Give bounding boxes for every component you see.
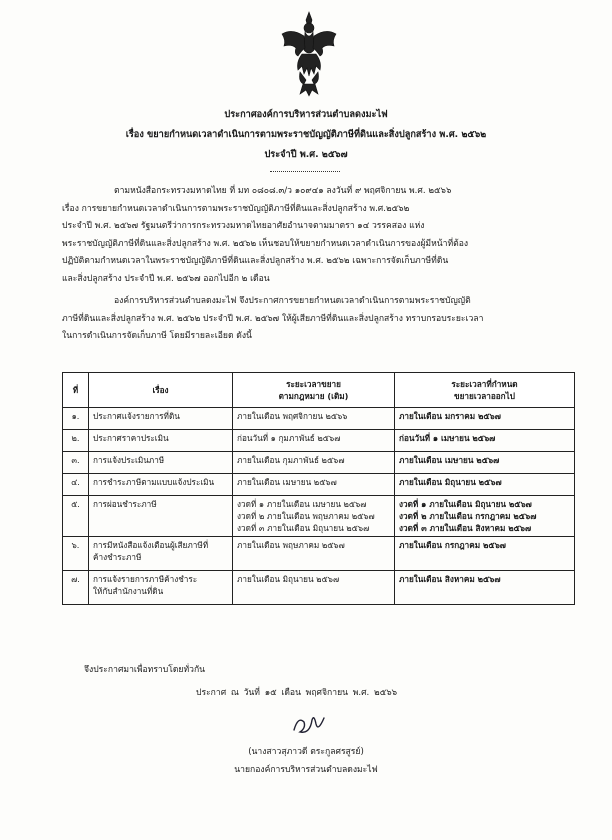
row-extended-period: ภายในเดือน มกราคม ๒๕๖๗ bbox=[395, 408, 575, 430]
header-no: ที่ bbox=[63, 373, 89, 408]
handwritten-signature bbox=[290, 712, 330, 738]
row-number: ๗. bbox=[63, 571, 89, 605]
row-number: ๒. bbox=[63, 430, 89, 452]
table-row bbox=[63, 496, 575, 537]
paragraph-line: ในการดำเนินการจัดเก็บภาษี โดยมีรายละเอียด ดังนี้ bbox=[62, 331, 252, 342]
row-legal-period: ก่อนวันที่ ๑ กุมภาพันธ์ ๒๕๖๗ bbox=[233, 430, 395, 452]
header-extended-period: ระยะเวลาที่กำหนด ขยายเวลาออกไป bbox=[395, 373, 575, 408]
schedule-table bbox=[62, 372, 575, 605]
row-legal-period: ภายในเดือน เมษายน ๒๕๖๗ bbox=[233, 474, 395, 496]
row-legal-period: งวดที่ ๑ ภายในเดือน เมษายน ๒๕๖๗ งวดที่ ๒ ภายในเดือน พฤษภาคม ๒๕๖๗ งวดที่ ๓ ภายในเดือน มิถุนายน ๒๕๖๗ bbox=[233, 496, 395, 537]
signer-title: นายกองค์การบริหารส่วนตำบลดงมะไฟ bbox=[234, 765, 378, 775]
signer-name: (นางสาวสุภาวดี ตระกูลศรสูรย์) bbox=[248, 747, 364, 757]
row-legal-period: ภายในเดือน พฤศจิกายน ๒๕๖๖ bbox=[233, 408, 395, 430]
closing-statement: จึงประกาศมาเพื่อทราบโดยทั่วกัน bbox=[84, 665, 206, 675]
paragraph-line: และสิ่งปลูกสร้าง ประจำปี พ.ศ. ๒๕๖๗ ออกไปอีก ๒ เดือน bbox=[62, 273, 270, 284]
paragraph-line: ภาษีที่ดินและสิ่งปลูกสร้าง พ.ศ. ๒๕๖๒ ประจำปี พ.ศ. ๒๕๖๗ ให้ผู้เสียภาษีที่ดินและสิ่งปลูกสร้าง ทราบกรอบระยะเวลา bbox=[62, 313, 484, 324]
row-subject: การผ่อนชำระภาษี bbox=[89, 496, 233, 537]
row-extended-period: ภายในเดือน เมษายน ๒๕๖๗ bbox=[395, 452, 575, 474]
row-subject: ประกาศแจ้งรายการที่ดิน bbox=[89, 408, 233, 430]
row-extended-period: ภายในเดือน สิงหาคม ๒๕๖๗ bbox=[395, 571, 575, 605]
table-header-row bbox=[63, 373, 575, 408]
announcement-date: ประกาศ ณ วันที่ ๑๕ เดือน พฤศจิกายน พ.ศ. ๒๕๖๖ bbox=[196, 688, 398, 698]
announcement-title: ประกาศองค์การบริหารส่วนตำบลดงมะไฟ bbox=[224, 109, 388, 120]
table-row bbox=[63, 571, 575, 605]
announcement-fiscal-year: ประจำปี พ.ศ. ๒๕๖๗ bbox=[264, 149, 348, 160]
row-extended-period: ก่อนวันที่ ๑ เมษายน ๒๕๖๗ bbox=[395, 430, 575, 452]
row-subject: การมีหนังสือแจ้งเตือนผู้เสียภาษีที่ ค้างชำระภาษี bbox=[89, 537, 233, 571]
title-separator bbox=[270, 171, 340, 172]
row-extended-period: งวดที่ ๑ ภายในเดือน มิถุนายน ๒๕๖๗ งวดที่ ๒ ภายในเดือน กรกฎาคม ๒๕๖๗ งวดที่ ๓ ภายในเดือน สิงหาคม ๒๕๖๗ bbox=[395, 496, 575, 537]
table-row bbox=[63, 408, 575, 430]
row-legal-period: ภายในเดือน กุมภาพันธ์ ๒๕๖๗ bbox=[233, 452, 395, 474]
row-subject: การแจ้งประเมินภาษี bbox=[89, 452, 233, 474]
table-row bbox=[63, 537, 575, 571]
paragraph-line: พระราชบัญญัติภาษีที่ดินและสิ่งปลูกสร้าง พ.ศ. ๒๕๖๒ เห็นชอบให้ขยายกำหนดเวลาดำเนินการของผู้มีหน้าที่ต้อง bbox=[62, 238, 469, 249]
row-subject: ประกาศราคาประเมิน bbox=[89, 430, 233, 452]
row-legal-period: ภายในเดือน มิถุนายน ๒๕๖๗ bbox=[233, 571, 395, 605]
announcement-subject: เรื่อง ขยายกำหนดเวลาดำเนินการตามพระราชบัญญัติภาษีที่ดินและสิ่งปลูกสร้าง พ.ศ. ๒๕๖๒ bbox=[125, 129, 487, 140]
row-number: ๔. bbox=[63, 474, 89, 496]
paragraph-line: ประจำปี พ.ศ. ๒๕๖๗ รัฐมนตรีว่าการกระทรวงมหาดไทยอาศัยอำนาจตามมาตรา ๑๔ วรรคสอง แห่ง bbox=[62, 221, 425, 232]
paragraph-reference bbox=[62, 183, 570, 289]
table-row bbox=[63, 474, 575, 496]
row-number: ๖. bbox=[63, 537, 89, 571]
paragraph-line: เรื่อง การขยายกำหนดเวลาดำเนินการตามพระราชบัญญัติภาษีที่ดินและสิ่งปลูกสร้าง พ.ศ.๒๕๖๒ bbox=[62, 203, 410, 214]
row-extended-period: ภายในเดือน มิถุนายน ๒๕๖๗ bbox=[395, 474, 575, 496]
row-legal-period: ภายในเดือน พฤษภาคม ๒๕๖๗ bbox=[233, 537, 395, 571]
row-subject: การแจ้งรายการภาษีค้างชำระ ให้กับสำนักงานที่ดิน bbox=[89, 571, 233, 605]
garuda-emblem-icon bbox=[278, 10, 340, 98]
table-row bbox=[63, 452, 575, 474]
paragraph-announcement bbox=[62, 293, 570, 346]
row-number: ๕. bbox=[63, 496, 89, 537]
row-number: ๑. bbox=[63, 408, 89, 430]
paragraph-line: องค์การบริหารส่วนตำบลดงมะไฟ จึงประกาศการขยายกำหนดเวลาดำเนินการตามพระราชบัญญัติ bbox=[114, 296, 471, 306]
row-number: ๓. bbox=[63, 452, 89, 474]
header-legal-period: ระยะเวลาขยาย ตามกฎหมาย (เดิม) bbox=[233, 373, 395, 408]
header-subject: เรื่อง bbox=[89, 373, 233, 408]
row-extended-period: ภายในเดือน กรกฎาคม ๒๕๖๗ bbox=[395, 537, 575, 571]
paragraph-line: ตามหนังสือกระทรวงมหาดไทย ที่ มท ๐๘๐๘.๓/ว ๑๐๙๔๑ ลงวันที่ ๙ พฤศจิกายน พ.ศ. ๒๕๖๖ bbox=[114, 186, 452, 196]
table-row bbox=[63, 430, 575, 452]
paragraph-line: ปฏิบัติตามกำหนดเวลาในพระราชบัญญัติภาษีที่ดินและสิ่งปลูกสร้าง พ.ศ. ๒๕๖๒ เฉพาะการจัดเก็บภาษีที่ดิน bbox=[62, 256, 449, 267]
row-subject: การชำระภาษีตามแบบแจ้งประเมิน bbox=[89, 474, 233, 496]
